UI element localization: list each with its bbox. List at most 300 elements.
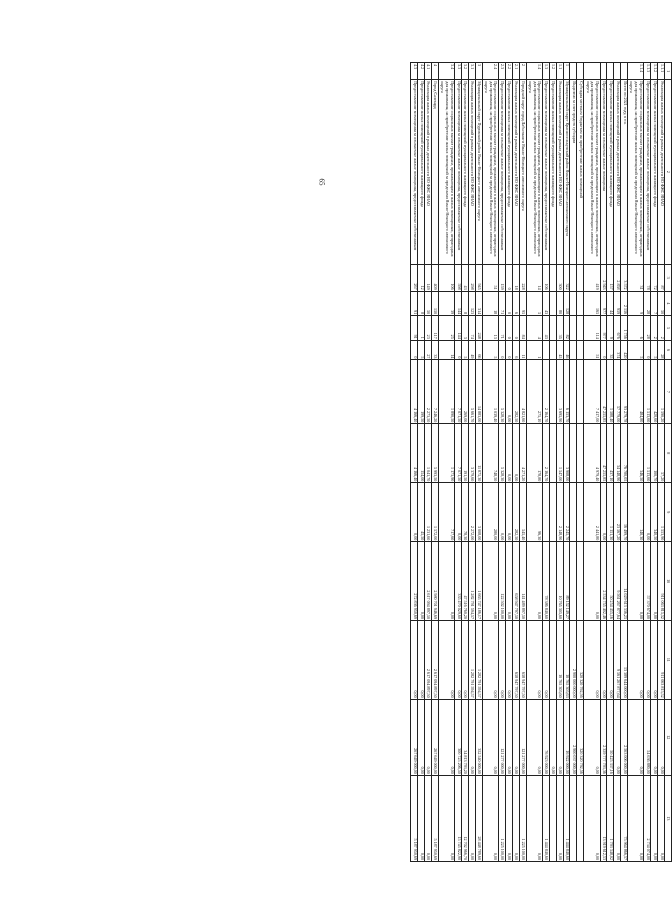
table-cell: 35 (556, 316, 563, 341)
header-cell: 6 (665, 340, 672, 360)
table-cell: 0,00 (411, 620, 418, 699)
table-cell: 50 (425, 291, 432, 316)
row-number: 2.4 (482, 63, 498, 80)
table-cell: 0,00 (628, 699, 644, 775)
table-cell: 1 793 348,02 (607, 775, 614, 861)
table-cell: 2 164,70 (542, 360, 549, 424)
table-cell: 43 (542, 316, 549, 341)
table-cell: 0,00 (584, 775, 600, 861)
table-cell: 2 (651, 316, 658, 341)
table-row (570, 63, 577, 862)
table-row (512, 63, 519, 862)
table-cell: 91 (411, 316, 418, 341)
table-cell: 95 (519, 291, 526, 316)
table-cell: 7 071,50 (455, 360, 462, 424)
table-cell: 89 152 149,27 (563, 542, 570, 621)
table-cell: 959 (614, 291, 621, 316)
table-cell: 0,00 (600, 620, 607, 699)
table-row (418, 63, 425, 862)
row-description: Предоставление социальных выплат гражданам, проживающим в жилых помещениях, непригодных для проживания, на приобретение жилых помещений за пределами Ямало-Ненецкого автономного округа (628, 80, 644, 264)
table-cell: 122 502 100,00 (499, 542, 506, 621)
table-cell: 93 279,78 (621, 360, 628, 424)
table-cell: 123 (469, 291, 476, 316)
table-cell: 7 417,00 (584, 360, 600, 424)
row-number: 4.3 (411, 63, 418, 80)
table-cell: 0,00 (469, 775, 476, 861)
table-cell: 0,00 (526, 699, 542, 775)
table-cell: 314 (475, 291, 482, 316)
row-number: 2.3 (499, 63, 506, 80)
table-cell: 676 (614, 316, 621, 341)
table-cell: 267 649 000,00 (411, 699, 418, 775)
table-cell: 0,00 (556, 699, 563, 775)
table-cell: 47 255,85 (600, 360, 607, 424)
table-cell: 2 148,90 (556, 483, 563, 542)
table-cell: 45 (556, 340, 563, 360)
table-cell: 0,00 (418, 699, 425, 775)
table-cell: 140,30 (628, 483, 644, 542)
table-cell: 658 947 797,50 (519, 620, 526, 699)
table-cell: 87 (658, 264, 665, 291)
header-cell: 13 (665, 775, 672, 861)
table-cell: 74 (469, 316, 476, 341)
table-cell (577, 340, 584, 360)
row-description: Предоставление жилых помещений муниципального жилищного фонда (462, 80, 469, 264)
table-cell: 2 245,70 (563, 483, 570, 542)
row-description: Выделено за счет средств субсидии (570, 80, 577, 264)
table-row (658, 63, 665, 862)
table-row (621, 63, 628, 862)
table-cell: 51 (482, 264, 498, 291)
table-row (462, 63, 469, 862)
header-cell: 5 (665, 316, 672, 341)
table-cell: 72 (651, 264, 658, 291)
table-cell: 267 649 000,00 (432, 699, 439, 775)
table-cell: 0,00 (505, 620, 512, 699)
table-cell: 1 444 840,60 (563, 775, 570, 861)
table-cell: 0,00 (651, 699, 658, 775)
table-cell: 23 567,20 (614, 483, 621, 542)
table-cell: 1 225 100,00 (499, 775, 506, 861)
row-description: Предоставление жилых помещений муниципального жилищного фонда (549, 80, 556, 264)
table-cell: 3 572 (621, 264, 628, 291)
table-cell: 191,50 (462, 424, 469, 483)
table-cell: 7 071,50 (455, 424, 462, 483)
table-cell: 2 563 006 000,00 (621, 699, 628, 775)
row-number: 2 (519, 63, 526, 80)
table-cell: 57 779,00 (614, 360, 621, 424)
table-cell: 374 (614, 340, 621, 360)
table-cell: 157 (607, 264, 614, 291)
row-description: Предоставление возмещения за изымаемые жилые помещения (600, 80, 607, 264)
table-cell: 27 (425, 340, 432, 360)
table-cell: 6 153,70 (563, 360, 570, 424)
header-cell: 7 (665, 360, 672, 424)
table-cell: 71 (499, 316, 506, 341)
row-description: Реализация жилых помещений в рамках деятельности НО ФЖС ЯНАО (512, 80, 519, 264)
table-cell: 10 765 305,60 (556, 620, 563, 699)
table-cell: 80 (556, 291, 563, 316)
table-cell: 346,50 (628, 424, 644, 483)
row-description: Предоставление возмещения за изымаемые жилые помещения, предоставляемые собственникам (542, 80, 549, 264)
table-row (584, 63, 600, 862)
table-cell: 1 (418, 316, 425, 341)
table-cell: 33 (432, 340, 439, 360)
row-description: Реализация жилых помещений в рамках деятельности НО ФЖС ЯНАО (658, 80, 665, 264)
table-cell: 340,50 (651, 483, 658, 542)
table-cell: 1 588,40 (607, 360, 614, 424)
table-cell: 0,00 (482, 699, 498, 775)
table-cell: 0,00 (418, 775, 425, 861)
table-cell (577, 360, 584, 424)
table-cell: 0 (411, 340, 418, 360)
row-description: Субсидия местным бюджетам на приобретение жилых помещений (577, 80, 584, 264)
table-cell: 14 (526, 264, 542, 291)
header-cell: 4 (665, 291, 672, 316)
table-cell: 31 (628, 264, 644, 291)
table-cell: 28 (644, 291, 651, 316)
table-cell (577, 291, 584, 316)
table-row (455, 63, 462, 862)
row-number: 3.1 (469, 63, 476, 80)
table-cell: 13 (482, 316, 498, 341)
table-cell: 51 (584, 340, 600, 360)
table-cell: 165 (584, 291, 600, 316)
table-cell: 1 173,90 (438, 424, 454, 483)
table-cell (570, 424, 577, 483)
row-description: Реализация жилых помещений в рамках деятельности НО ФЖС ЯНАО (614, 80, 621, 264)
row-number (621, 63, 628, 80)
table-cell: 28 (644, 316, 651, 341)
table-cell: 0,00 (455, 483, 462, 542)
table-cell: 0,00 (651, 775, 658, 861)
table-cell: 154,00 (418, 424, 425, 483)
table-cell: 2 943 (600, 264, 607, 291)
table-cell: 3 (462, 316, 469, 341)
table-cell: 2 273,50 (425, 360, 432, 424)
table-cell: 13 389 644 000,00 (621, 620, 628, 699)
table-cell: 0,00 (418, 620, 425, 699)
table-cell: 5 187 950,69 (432, 775, 439, 861)
row-number: 4 (432, 63, 439, 80)
table-cell: 1 513,60 (644, 424, 651, 483)
table-cell: 0,00 (418, 542, 425, 621)
table-cell: 96,30 (526, 483, 542, 542)
table-cell: 6 (628, 316, 644, 341)
table-cell: 5 (651, 340, 658, 360)
row-number: 1.1.2 (651, 63, 658, 80)
table-cell: 0,00 (658, 699, 665, 775)
table-cell: 977 (600, 291, 607, 316)
table-cell: 0,00 (556, 775, 563, 861)
table-cell: 6 (512, 340, 519, 360)
table-cell: 7 246,20 (432, 360, 439, 424)
table-cell: 0,00 (438, 775, 454, 861)
table-cell: 282,50 (512, 360, 519, 424)
table-cell: 484,80 (628, 360, 644, 424)
row-description: Всего по 2021 году, в т.ч. (621, 80, 628, 264)
row-description: Предоставление возмещения за изымаемые жилые помещения, предоставляемые собственникам (411, 80, 418, 264)
table-cell: 8 (418, 291, 425, 316)
table-cell (542, 340, 549, 360)
table-cell: 54 636 880,00 (644, 699, 651, 775)
table-cell: 2 980 701 946,69 (432, 542, 439, 621)
row-description: Предоставление социальных выплат гражданам, проживающим в жилых помещениях, непригодных для проживания, на приобретение жилых помещений за пределами Ямало-Ненецкого автономного округа (438, 80, 454, 264)
table-cell: 0,00 (469, 699, 476, 775)
table-cell: 320 320 792,56 (577, 699, 584, 775)
table-cell: 267 (411, 264, 418, 291)
header-cell: 11 (665, 620, 672, 699)
table-cell: 1 (526, 340, 542, 360)
table-cell: 658 947 797,50 (512, 620, 519, 699)
table-cell: 4 821,60 (519, 360, 526, 424)
table-cell: 0,00 (644, 620, 651, 699)
table-cell: 10 765 305,60 (556, 542, 563, 621)
table-cell: 4 166,40 (411, 360, 418, 424)
table-cell: 0,00 (628, 542, 644, 621)
table-cell: 144 (455, 291, 462, 316)
table-row (432, 63, 439, 862)
table-cell: 23 (425, 316, 432, 341)
table-cell: 0,00 (438, 699, 454, 775)
table-row (556, 63, 563, 862)
row-description: Предоставление социальных выплат гражданам, проживающим в жилых помещениях, непригодных для проживания, на приобретение жилых помещений за пределами Ямало-Ненецкого автономного округа (482, 80, 498, 264)
table-cell: 35 (607, 340, 614, 360)
table-cell: 4 (526, 316, 542, 341)
table-cell: 0,00 (505, 360, 512, 424)
table-cell: 144 (455, 316, 462, 341)
table-cell: 82 (563, 316, 570, 341)
table-cell: 272 836 950,69 (411, 542, 418, 621)
table-cell: 71 (499, 291, 506, 316)
table-cell: 2 617 094 897,50 (425, 542, 432, 621)
table-cell: 91 (411, 291, 418, 316)
table-cell: 1 590,20 (658, 360, 665, 424)
table-cell: 0,00 (512, 775, 519, 861)
table-row (600, 63, 607, 862)
row-number: 3.4 (438, 63, 454, 80)
table-cell: 0,00 (482, 620, 498, 699)
table-cell: 0,00 (526, 542, 542, 621)
row-number: 4.1 (425, 63, 432, 80)
table-cell: 43 (542, 291, 549, 316)
table-cell: 300 (556, 264, 563, 291)
table-cell (549, 340, 556, 360)
table-cell: 34 148,90 (614, 424, 621, 483)
table-cell: 0,00 (438, 620, 454, 699)
table-cell: 0,00 (526, 775, 542, 861)
table-cell (549, 360, 556, 424)
table-cell: 57 370 674,00 (644, 542, 651, 621)
table-cell: 748,50 (482, 424, 498, 483)
table-cell: 420,60 (651, 360, 658, 424)
table-cell: 106 (438, 264, 454, 291)
table-row (542, 63, 549, 862)
table-cell: 43 (462, 264, 469, 291)
table-cell: 0,00 (499, 620, 506, 699)
row-number: 2.1 (512, 63, 519, 80)
table-cell: 658 947 797,50 (512, 542, 519, 621)
table-cell: 46 (563, 340, 570, 360)
table-cell: 9 561 267 877,64 (614, 542, 621, 621)
table-cell: 5 (482, 340, 498, 360)
header-cell: 8 (665, 424, 672, 483)
table-row (644, 63, 651, 862)
table-cell: 2 617 094 897,50 (432, 620, 439, 699)
table-cell (570, 775, 577, 861)
row-description: Город Салехард (432, 80, 439, 264)
row-number: 4.2 (418, 63, 425, 80)
table-cell: 0,00 (411, 483, 418, 542)
table-cell: 545,40 (519, 483, 526, 542)
table-cell: 2 534 755 402,46 (600, 542, 607, 621)
table-cell: 178,80 (526, 424, 542, 483)
table-cell: 911 063 815,52 (658, 542, 665, 621)
row-number: 1.1 (556, 63, 563, 80)
table-cell: 0,00 (512, 699, 519, 775)
table-cell: 44 (607, 291, 614, 316)
table-cell: 0,00 (499, 483, 506, 542)
table-cell (577, 264, 584, 291)
table-cell: 2 617 094 897,50 (425, 620, 432, 699)
row-number: 1.1.4 (628, 63, 644, 80)
table-cell: 128 (563, 291, 570, 316)
table-cell: 0,00 (584, 542, 600, 621)
row-number: 3.3 (455, 63, 462, 80)
table-cell: 0,00 (651, 542, 658, 621)
table-cell: 150 (432, 291, 439, 316)
table-cell: 0 (505, 264, 512, 291)
table-body (411, 63, 665, 862)
table-cell: 66 (475, 340, 482, 360)
table-cell: 1 151,30 (607, 483, 614, 542)
table-cell: 5 661,70 (469, 360, 476, 424)
table-cell: 1 282 791 594,57 (469, 620, 476, 699)
table-cell: 76 923 000,00 (542, 699, 549, 775)
table-cell: 12 (418, 264, 425, 291)
table-cell: 598 (455, 264, 462, 291)
table-cell: 5 (418, 340, 425, 360)
table-row (438, 63, 454, 862)
page-number: 65 (317, 178, 326, 186)
row-description: Предоставление жилых помещений муниципального жилищного фонда (505, 80, 512, 264)
table-cell: 0,00 (438, 542, 454, 621)
row-description: Предоставление жилых помещений муниципального жилищного фонда (607, 80, 614, 264)
table-cell: 0,00 (425, 699, 432, 775)
table-cell: 0,00 (584, 699, 600, 775)
table-cell: 3 379,60 (469, 424, 476, 483)
table-cell (549, 316, 556, 341)
table-cell: 1 572,00 (432, 483, 439, 542)
row-number: 1.2 (549, 63, 556, 80)
row-number: 3.2 (462, 63, 469, 80)
rotated-sheet (0, 62, 672, 860)
table-cell: 945 (475, 264, 482, 291)
table-cell: 0,00 (526, 620, 542, 699)
table-cell: 5 (526, 291, 542, 316)
table-cell: 50 254 455,16 (607, 542, 614, 621)
table-cell: 0,00 (505, 424, 512, 483)
table-cell (577, 483, 584, 542)
table-cell: 7 (651, 291, 658, 316)
table-cell: 11 (519, 340, 526, 360)
table-cell: 39 (438, 291, 454, 316)
table-cell: 57,20 (658, 424, 665, 483)
table-cell: 0,00 (455, 620, 462, 699)
table-cell: 0,00 (505, 775, 512, 861)
table-cell: 75 964 866,57 (621, 775, 628, 861)
table-cell: 0,00 (644, 483, 651, 542)
row-description: Предоставление жилых помещений муниципального жилищного фонда (418, 80, 425, 264)
table-cell: 5 993,50 (432, 424, 439, 483)
table-cell: 114 (584, 316, 600, 341)
table-cell: 1 890,50 (438, 360, 454, 424)
table-cell: 49 (469, 340, 476, 360)
table-cell: 0 (505, 340, 512, 360)
table-row (628, 63, 644, 862)
table-cell: 2 164,70 (542, 424, 549, 483)
table-cell: 1 756 (621, 316, 628, 341)
table-cell: 0,00 (462, 620, 469, 699)
table-cell: 1 282 791 594,57 (475, 620, 482, 699)
table-cell: 47 516 760,20 (462, 542, 469, 621)
table-cell: 100,70 (651, 424, 658, 483)
row-number: 1 (563, 63, 570, 80)
table-cell: 0 (505, 316, 512, 341)
table-cell: 409 (432, 264, 439, 291)
table-cell: 10 765 305,63 (563, 620, 570, 699)
table-row (499, 63, 506, 862)
table-cell: 269,00 (462, 360, 469, 424)
table-cell (577, 542, 584, 621)
table-cell: 45,50 (418, 483, 425, 542)
table-cell: 2 900 000 000,00 (570, 620, 577, 699)
table-cell: 280,00 (482, 483, 498, 542)
row-number: 1.3 (542, 63, 549, 80)
table-cell (549, 775, 556, 861)
table-cell: 2 900 037 000,00 (570, 699, 577, 775)
table-cell: 199,50 (418, 360, 425, 424)
table-row (469, 63, 476, 862)
table-cell: 16 922 000,00 (563, 699, 570, 775)
table-row (505, 63, 512, 862)
table-cell: 1 041,70 (425, 424, 432, 483)
table-cell: 228 (519, 264, 526, 291)
row-description: Муниципальный округ Пуровский район Ямало-Ненецкого автономного округа (475, 80, 482, 264)
table-cell: 78 (644, 264, 651, 291)
table-cell: 0,00 (505, 542, 512, 621)
table-cell: 84 (519, 316, 526, 341)
table-cell: 352 540 000,00 (475, 699, 482, 775)
table-cell: 47 255,85 (600, 424, 607, 483)
table-row (482, 63, 498, 862)
row-number (577, 63, 584, 80)
row-description: Реализация жилых помещений в рамках деятельности НО ФЖС ЯНАО (469, 80, 476, 264)
row-description: Предоставление жилых помещений муниципального жилищного фонда (651, 80, 658, 264)
table-cell: 9 (607, 316, 614, 341)
table-cell: 2 858 (614, 264, 621, 291)
row-number (570, 63, 577, 80)
table-cell: 1 282 791 594,57 (469, 542, 476, 621)
table-cell: 1 231,60 (425, 483, 432, 542)
table-cell (570, 264, 577, 291)
header-cell: 9 (665, 483, 672, 542)
row-description: Предоставление социальных выплат гражданам, проживающим в жилых помещениях, непригодных для проживания, на приобретение жилых помещений за пределами Ямало-Ненецкого автономного округа (584, 80, 600, 264)
table-cell: 0,00 (600, 483, 607, 542)
table-cell (549, 542, 556, 621)
table-cell: 9 (628, 291, 644, 316)
table-cell: 911 063 815,52 (658, 620, 665, 699)
